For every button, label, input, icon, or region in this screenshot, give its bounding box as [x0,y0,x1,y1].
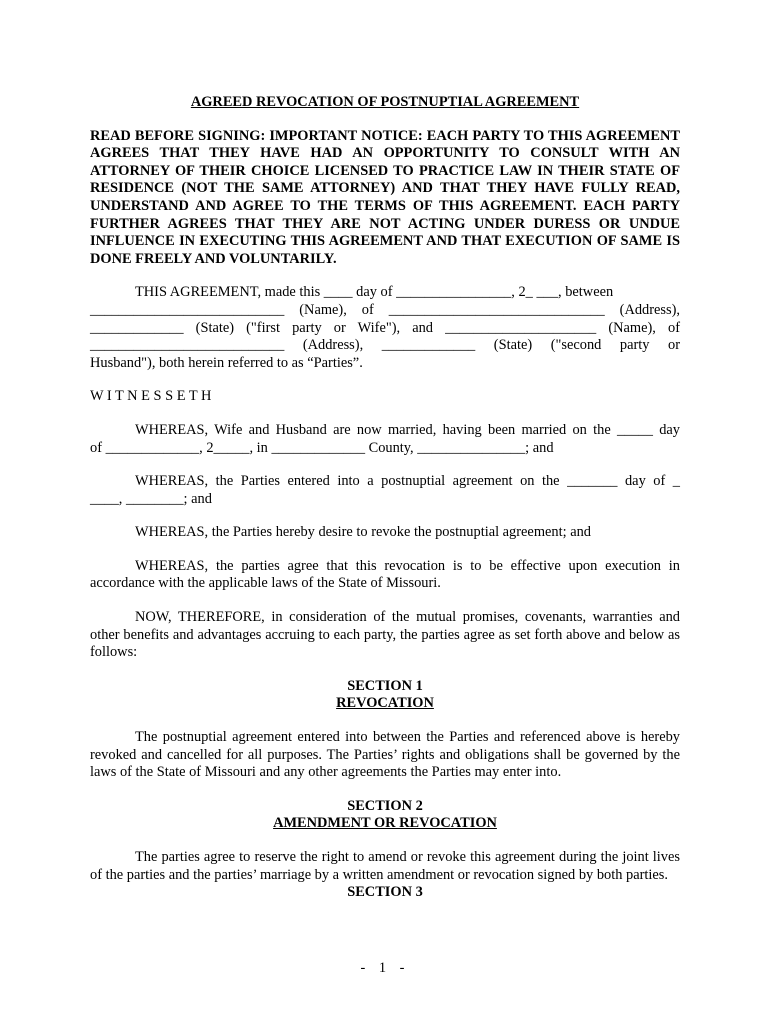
section-1-title: REVOCATION [336,695,434,712]
whereas-effective: WHEREAS, the parties agree that this revocation is to be effective upon execution in accordance with the applicable laws of the State of Missouri. [90,557,680,592]
whereas-postnuptial-line-1: WHEREAS, the Parties entered into a postnuptial agreement on the _______ day of _ [135,473,680,490]
whereas-marriage [90,422,680,457]
section-1-heading: SECTION 1 [347,677,423,694]
agreement-line-4: ___________________________ (Address), _____________ (State) ("second party or [90,337,680,354]
witnesseth-heading: W I T N E S S E T H [90,388,212,405]
agreement-line-3: _____________ (State) ("first party or Wife"), and _____________________ (Name), of [90,319,680,336]
agreement-line-2: ___________________________ (Name), of ______________________________ (Address), [90,301,680,318]
whereas-revoke: WHEREAS, the Parties hereby desire to revoke the postnuptial agreement; and [135,524,591,541]
section-3-heading: SECTION 3 [347,884,423,901]
section-2-heading: SECTION 2 [347,797,423,814]
section-2-title: AMENDMENT OR REVOCATION [273,815,497,832]
now-therefore: NOW, THEREFORE, in consideration of the mutual promises, covenants, warranties and other benefits and advantages accruing to each party, the parties agree as set forth above and below as follows: [90,609,680,661]
whereas-postnuptial [90,473,680,508]
whereas-postnuptial-line-2: ____, ________; and [90,490,212,507]
agreement-paragraph [90,284,680,372]
whereas-marriage-line-1: WHEREAS, Wife and Husband are now married, having been married on the _____ day [135,421,680,438]
document-title: AGREED REVOCATION OF POSTNUPTIAL AGREEMENT [190,94,580,110]
section-1-body: The postnuptial agreement entered into between the Parties and referenced above is hereby revoked and cancelled for all purposes. The Parties’ rights and obligations shall be governed by the laws of the State of Missouri and any other agreements the Parties may enter into. [90,729,680,781]
agreement-line-1: THIS AGREEMENT, made this ____ day of ________________, 2_ ___, between [135,284,614,301]
page-number: - 1 - [360,960,410,976]
whereas-marriage-line-2: of _____________, 2_____, in _____________ County, _______________; and [90,439,554,456]
document-content [90,94,680,902]
agreement-line-5: Husband"), both herein referred to as “Parties”. [90,354,363,371]
important-notice: READ BEFORE SIGNING: IMPORTANT NOTICE: EACH PARTY TO THIS AGREEMENT AGREES THAT THEY HAVE HAD AN OPPORTUNITY TO CONSULT WITH AN ATTORNEY OF THEIR CHOICE LICENSED TO PRACTICE LAW IN THEIR STATE OF RESIDENCE (NOT THE SAME ATTORNEY) AND THAT THEY HAVE FULLY READ, UNDERSTAND AND AGREE TO THE TERMS OF THIS AGREEMENT. EACH PARTY FURTHER AGREES THAT THEY ARE NOT ACTING UNDER DURESS OR UNDUE INFLUENCE IN EXECUTING THIS AGREEMENT AND THAT EXECUTION OF SAME IS DONE FREELY AND VOLUNTARILY. [90,127,680,267]
section-2-body: The parties agree to reserve the right to amend or revoke this agreement during the joint lives of the parties and the parties’ marriage by a written amendment or revocation signed by both parties. [90,849,680,883]
